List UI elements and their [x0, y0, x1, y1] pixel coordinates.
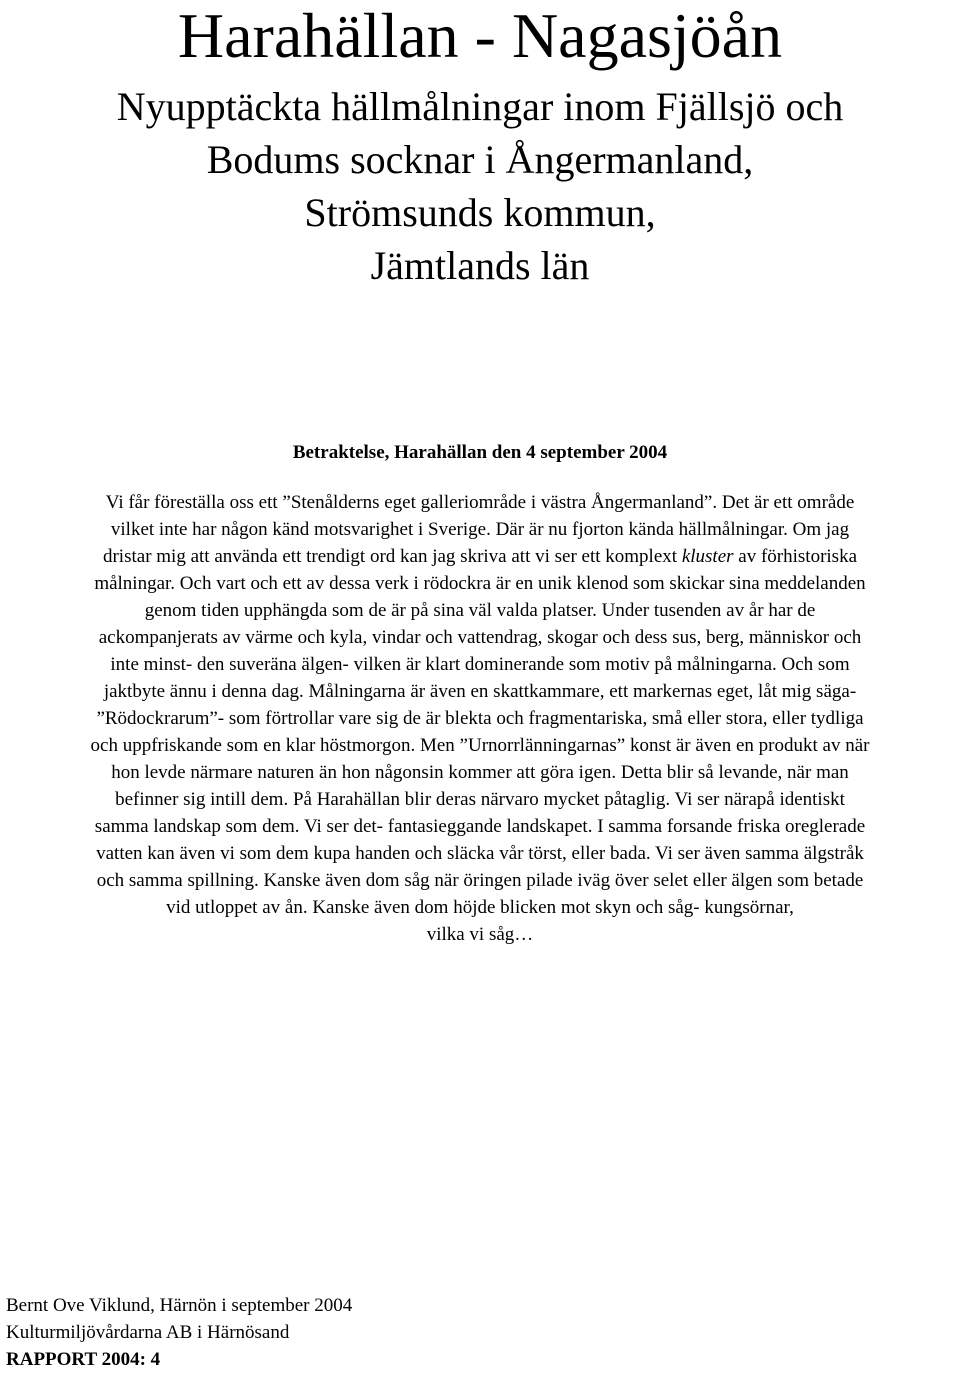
body-line: vid utloppet av ån. Kanske även dom höjde blicken mot skyn och såg- kungsörnar, [166, 897, 794, 918]
footer-author: Bernt Ove Viklund, Härnön i september 2004 [6, 1295, 353, 1316]
body-line: genom tiden upphängda som de är på sina väl valda platser. Under tusenden av år har de [144, 600, 816, 621]
body-line: inte minst- den suveräna älgen- vilken är klart dominerande som motiv på målningarna. Och som [110, 654, 850, 675]
body-line: vatten kan även vi som dem kupa handen och släcka vår törst, eller bada. Vi ser även samma älgstråk [96, 843, 864, 864]
body-line: vilka vi såg… [426, 924, 534, 945]
body-line: jaktbyte ännu i denna dag. Målningarna är även en skattkammare, ett markernas eget, låt mig säga- [103, 681, 857, 702]
body-line: samma landskap som dem. Vi ser det- fantasieggande landskapet. I samma forsande friska oreglerade [94, 816, 866, 837]
footer [6, 1292, 352, 1373]
body-line: Vi får föreställa oss ett ”Stenålderns eget galleriområde i västra Ångermanland”. Det är ett område [105, 492, 855, 513]
body-line: målningar. Och vart och ett av dessa verk i rödockra är en unik klenod som skickar sina meddelanden [94, 573, 866, 594]
body-line: hon levde närmare naturen än hon någonsin kommer att göra igen. Detta blir så levande, när man [111, 762, 849, 783]
body-line: vilket inte har någon känd motsvarighet i Sverige. Där är nu fjorton kända hällmålningar. Om jag [110, 519, 850, 540]
body-line-text: dristar mig att använda ett trendigt ord kan jag skriva att vi ser ett komplext [102, 546, 682, 567]
document-subtitle [0, 80, 960, 292]
body-italic-term: kluster [681, 546, 734, 567]
body-text [0, 489, 960, 948]
body-line: ”Rödockrarum”- som förtrollar vare sig de är blekta och fragmentariska, små eller stora, eller tydliga [96, 708, 864, 729]
body-line: och uppfriskande som en klar höstmorgon. Men ”Urnorrlänningarnas” konst är även en produkt av när [90, 735, 870, 756]
body-line-text: av förhistoriska [733, 546, 858, 567]
body-line [0, 543, 960, 570]
body-line: och samma spillning. Kanske även dom såg när öringen pilade iväg över selet eller älgen som betade [96, 870, 864, 891]
subtitle-line: Bodums socknar i Ångermanland, [206, 137, 754, 182]
section-heading: Betraktelse, Harahällan den 4 september 2004 [292, 442, 668, 463]
subtitle-line: Nyupptäckta hällmålningar inom Fjällsjö och [116, 84, 844, 129]
footer-report-number: RAPPORT 2004: 4 [6, 1349, 161, 1370]
body-line: ackompanjerats av värme och kyla, vindar och vattendrag, skogar och dess sus, berg, människor och [98, 627, 862, 648]
body-line: befinner sig intill dem. På Harahällan blir deras närvaro mycket påtaglig. Vi ser närapå identiskt [115, 789, 845, 810]
subtitle-line: Strömsunds kommun, [304, 190, 656, 235]
document-title: Harahällan - Nagasjöån [177, 0, 783, 71]
subtitle-line: Jämtlands län [370, 243, 590, 288]
footer-organization: Kulturmiljövårdarna AB i Härnösand [6, 1322, 290, 1343]
